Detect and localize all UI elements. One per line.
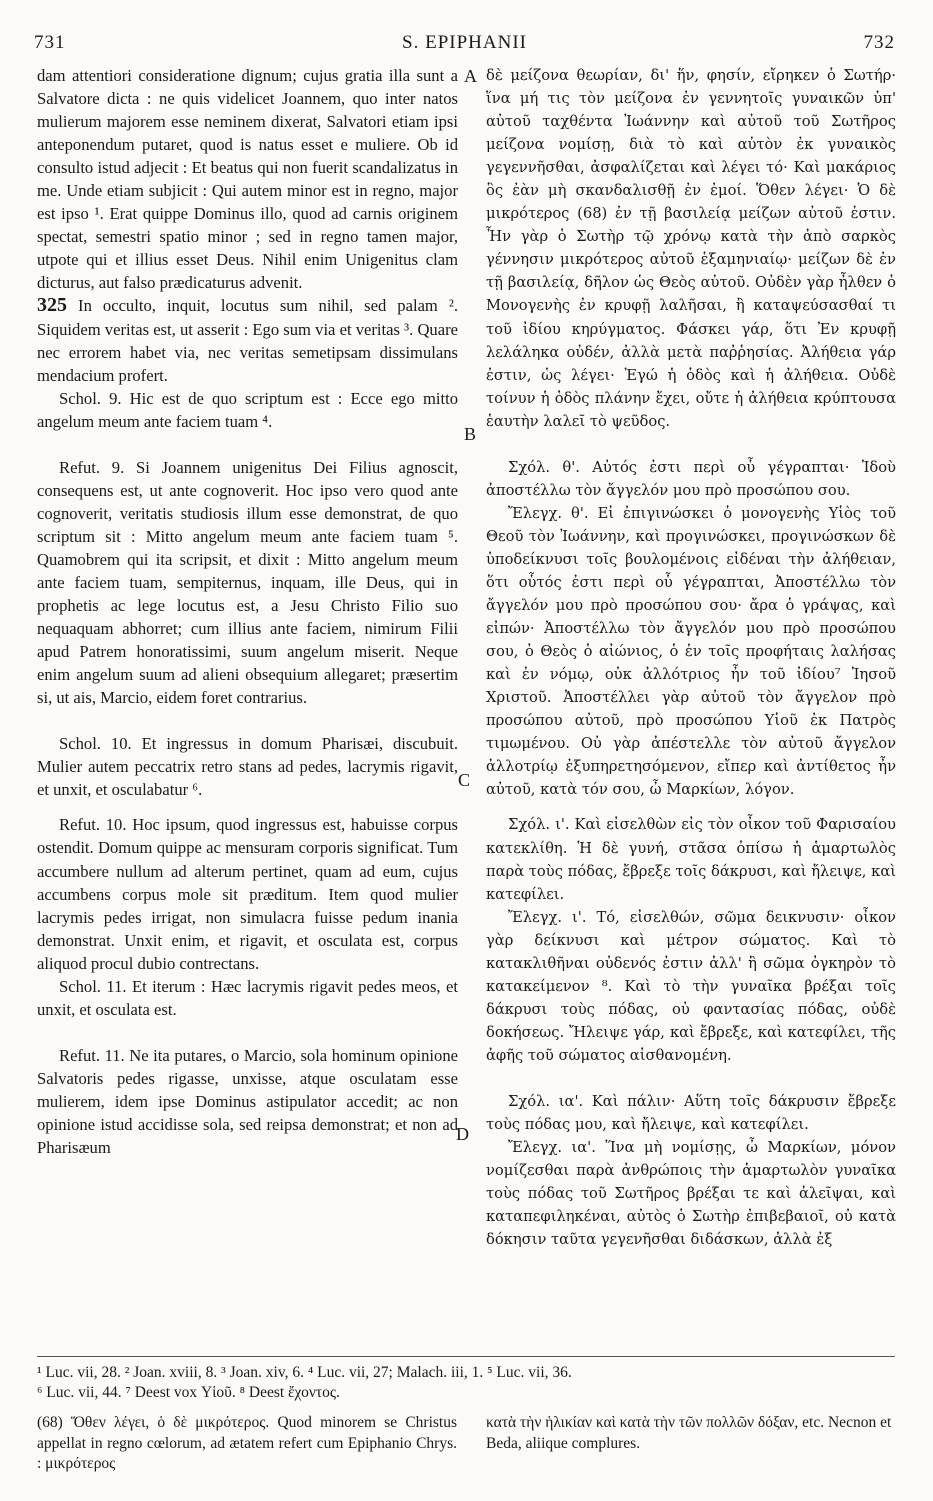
latin-schol-9: Schol. 9. Hic est de quo scriptum est : Ecce ego mitto angelum meum ante faciem tuam ⁴. <box>37 388 458 431</box>
latin-schol-11: Schol. 11. Et iterum : Hæc lacrymis rigavit pedes meos, et unxit, et osculata est. <box>37 976 458 1019</box>
latin-refut-9: Refut. 9. Si Joannem unigenitus Dei Filius agnoscit, consequens est, ut ante cognoverit. Hoc ipso vero quod ante cognoverit, veritatis studiosis illum esse demonstrat, de quo scriptum sit : Mitto angelum meum ante faciem tuam ⁵. Quamobrem qui ita scripsit, et dixit : Mitto angelum meum ante faciem tuam, sempiternus, inquam, ille Deus, qui in prophetis ac lege locutus est, a Jesu Christo Filio suo nequaquam abhorret; cum illius ante faciem, nimirum Filii apud Patrem honoratissimi, suum angelum miserit. Neque enim angelum suum ad alieni obsequium allegaret; præsertim si, ut ais, Marcio, eidem foret contrarius. <box>37 457 458 708</box>
footnote-line-2: ⁶ Luc. vii, 44. ⁷ Deest vox Υἱοῦ. ⁸ Deest ἔχοντος. <box>37 1384 340 1401</box>
footnote-68-right: κατὰ τὴν ἡλικίαν καὶ κατὰ τὴν τῶν πολλῶν δόξαν, etc. Necnon et Beda, aliique complures. <box>486 1414 892 1452</box>
greek-refut-10: Ἔλεγχ. ι'. Τό, εἰσελθών, σῶμα δεικνυσιν· οἶκον γὰρ δείκνυσι καὶ μέτρον σώματος. Καὶ τὸ κατακλιθῆναι οὐδενός ἐστιν ἀλλ' ἢ σῶμα ὀγκηρὸν τὸ κατακείμενον ⁸. Καὶ τὸ τὴν γυναῖκα βρέξαι τοῖς δάκρυσι τοὺς πόδας, οὐ φαντασίας πόδας, οὐδὲ δοκήσεως. Ἤλειψε γάρ, καὶ ἔβρεξε, καὶ κατεφίλει, τῆς ἀφῆς τοῦ σώματος αἰσθανομένη. <box>486 908 896 1064</box>
greek-refut-11: Ἔλεγχ. ια'. Ἵνα μὴ νομίσῃς, ὦ Μαρκίων, μόνον νομίζεσθαι παρὰ ἀνθρώποις τὴν ἁμαρτωλὸν γυναῖκα τοὺς πόδας τοῦ Σωτῆρος βρέξαι τε καὶ ἀλεῖψαι, καὶ καταπεφιληκέναι, αὐτὸς ὁ Σωτὴρ ἐπιβεβαιοῖ, οὐ κατὰ δόκησιν ταῦτα γεγενῆσθαι διδάσκων, ἀλλὰ ἐξ <box>486 1139 896 1249</box>
greek-schol-10: Σχόλ. ι'. Καὶ εἰσελθὼν εἰς τὸν οἶκον τοῦ Φαρισαίου κατεκλίθη. Ἡ δὲ γυνή, στᾶσα ὀπίσω ἡ ἁμαρτωλὸς παρὰ τοὺς πόδας, ἔβρεξε τοῖς δάκρυσι, καὶ ἤλειψε, καὶ κατεφίλει. <box>486 816 896 903</box>
latin-column <box>37 64 458 1159</box>
margin-letter-a: A <box>464 66 477 86</box>
page-number-left: 731 <box>34 32 66 53</box>
latin-schol-10: Schol. 10. Et ingressus in domum Pharisæi, discubuit. Mulier autem peccatrix retro stans ad pedes, lacrymis rigavit, et unxit, et osculabatur ⁶. <box>37 734 458 800</box>
page-number-right: 732 <box>863 32 895 53</box>
margin-letter-d: D <box>456 1124 469 1144</box>
latin-paragraph-1b: 325 In occulto, inquit, locutus sum nihil, sed palam ². Siquidem veritas est, ut asserit : Ego sum via et veritas ³. Quare nec errorem habet via, nec veritas semetipsam dissimulans mendacium profert. <box>37 294 458 385</box>
footnote-divider <box>37 1356 895 1357</box>
section-number: 325 <box>37 294 67 317</box>
page-header <box>34 32 895 56</box>
running-title: S. EPIPHANII <box>402 32 527 53</box>
latin-refut-10: Refut. 10. Hoc ipsum, quod ingressus est, habuisse corpus ostendit. Domum quippe ac mensuram corporis significat. Tum accumbere nullum ad alterum pertinet, quam ad eum, cujus accumbens corpus mole sit præditum. Item quod mulier lacrymis pedes irrigat, non simulacra fuisse pedum inania demonstrat. Unxit enim, et rigavit, et osculata est, corpus aliquod procul dubio contrectans. <box>37 815 458 973</box>
greek-column <box>486 64 896 1251</box>
greek-schol-9: Σχόλ. θ'. Αὐτός ἐστι περὶ οὗ γέγραπται· Ἰδοὺ ἀποστέλλω τὸν ἄγγελόν μου πρὸ προσώπου σου. <box>486 458 896 499</box>
greek-schol-11: Σχόλ. ια'. Καὶ πάλιν· Αὕτη τοῖς δάκρυσιν ἔβρεξε τοὺς πόδας μου, καὶ ἤλειψε, καὶ κατεφίλει. <box>486 1092 896 1134</box>
margin-letter-c: C <box>458 770 471 790</box>
latin-refut-11: Refut. 11. Ne ita putares, o Marcio, sola hominum opinione Salvatoris pedes rigasse, unxisse, atque osculatam esse mulierem, idem ipse Dominus astipulator accedit; ac non opinione istud accidisse sola, sed reipsa demonstrat; et non ad Pharisæum <box>37 1045 458 1158</box>
margin-letter-b: B <box>464 424 477 444</box>
greek-refut-9: Ἔλεγχ. θ'. Εἰ ἐπιγινώσκει ὁ μονογενὴς Υἱὸς τοῦ Θεοῦ τὸν Ἰωάννην, καὶ προγινώσκει, προγινώσκων δὲ ὑποδείκνυσι τοῖς βουλομένοις εἰδέναι τὴν ἀλήθειαν, ὅτι οὗτός ἐστι περὶ οὗ γέγραπται, Ἀποστέλλω τὸν ἄγγελόν μου πρὸ προσώπου σου· ἄρα ὁ γράψας, καὶ εἰπών· Ἀποστέλλω τὸν ἄγγελόν μου πρὸ προσώπου σου, ὁ Θεὸς ὁ αἰώνιος, ὁ ἐν τοῖς προφήταις λαλήσας καὶ ἐν νόμῳ, οὐκ ἀλλότριος ἦν τοῦ ἰδίου⁷ Ἰησοῦ Χριστοῦ. Ἀποστέλλει γὰρ αὐτοῦ τὸν ἄγγελον πρὸ προσώπου αὐτοῦ, πρὸ προσώπου Υἱοῦ ἐκ Πατρὸς τιμωμένου. Οὐ γὰρ ἀπέστελλε τὸν αὐτοῦ ἄγγελον ἀλλοτρίῳ ἐξυπηρετησόμενον, εἴπερ καὶ ἀντίθετος ἦν αὐτοῦ, κατὰ τόν σου, ὦ Μαρκίων, λόγον. <box>486 504 896 799</box>
footnote-line-1: ¹ Luc. vii, 28. ² Joan. xviii, 8. ³ Joan. xiv, 6. ⁴ Luc. vii, 27; Malach. iii, 1. ⁵ Luc. vii, 36. <box>37 1364 572 1381</box>
latin-paragraph-1: dam attentiori consideratione dignum; cujus gratia illa sunt a Salvatore dicta : ne quis videlicet Joannem, quo inter natos mulierum majorem esse neminem dixerat, Salvatori etiam ipsi anteponendum putaret, quod is natus esset e muliere. Ob id consulto istud adjecit : Et beatus qui non fuerit scandalizatus in me. Unde etiam subjicit : Qui autem minor est in regno, major est ipso ¹. Erat quippe Dominus illo, quod ad carnis originem spectat, semestri spatio minor ; sed in regno tamen major, utpote qui et illius esset Deus. Nihil enim Unigenitus clam dicturus, aut falso prædicaturus advenit. <box>37 66 458 293</box>
footnotes-references <box>37 1363 895 1403</box>
greek-paragraph-1: δὲ μείζονα θεωρίαν, δι' ἥν, φησίν, εἴρηκεν ὁ Σωτήρ· ἵνα μή τις τὸν μείζονα ἐν γεννητοῖς γυναικῶν ὑπ' αὐτοῦ ταχθέντα Ἰωάννην καὶ αὐτοῦ τοῦ Σωτῆρος μείζονα νομίσῃ, διὰ τὸ καὶ αὐτὸν ἐκ γυναικὸς γεγεννῆσθαι, ἀσφαλίζεται καὶ λέγει τό· Καὶ μακάριος ὃς ἐὰν μὴ σκανδαλισθῇ ἐν ἐμοί. Ὅθεν λέγει· Ὁ δὲ μικρότερος (68) ἐν τῇ βασιλείᾳ μείζων αὐτοῦ ἐστιν. Ἦν γὰρ ὁ Σωτὴρ τῷ χρόνῳ κατὰ τὴν ἀπὸ σαρκὸς γέννησιν μικρότερος αὐτοῦ ἑξαμηνιαίῳ· μείζων δὲ ἐν τῇ βασιλείᾳ, δῆλον ὡς Θεὸς αὐτοῦ. Οὐδὲν γὰρ ἦλθεν ὁ Μονογενὴς ἐν κρυφῇ λαλῆσαι, ἢ καταψεύσασθαί τι τοῦ ἰδίου κηρύγματος. Φάσκει γάρ, ὅτι Ἐν κρυφῇ λελάληκα οὐδέν, ἀλλὰ μετὰ παῤῥησίας. Ἀλήθεια γάρ ἐστιν, ὡς λέγει· Ἐγώ ἡ ὁδὸς καὶ ἡ ἀλήθεια. Οὐδὲ τοίνυν ἡ ὁδὸς πλάνην ἔχει, οὔτε ἡ ἀλήθεια κρύπτουσα ἑαυτὴν λαλεῖ τὸ ψεῦδος. <box>486 67 896 430</box>
footnote-68-left: (68) Ὅθεν λέγει, ὁ δὲ μικρότερος. Quod minorem se Christus appellat in regno cœlorum, ad ætatem refert cum Epiphanio Chrys. : μικρότερος <box>37 1414 457 1472</box>
